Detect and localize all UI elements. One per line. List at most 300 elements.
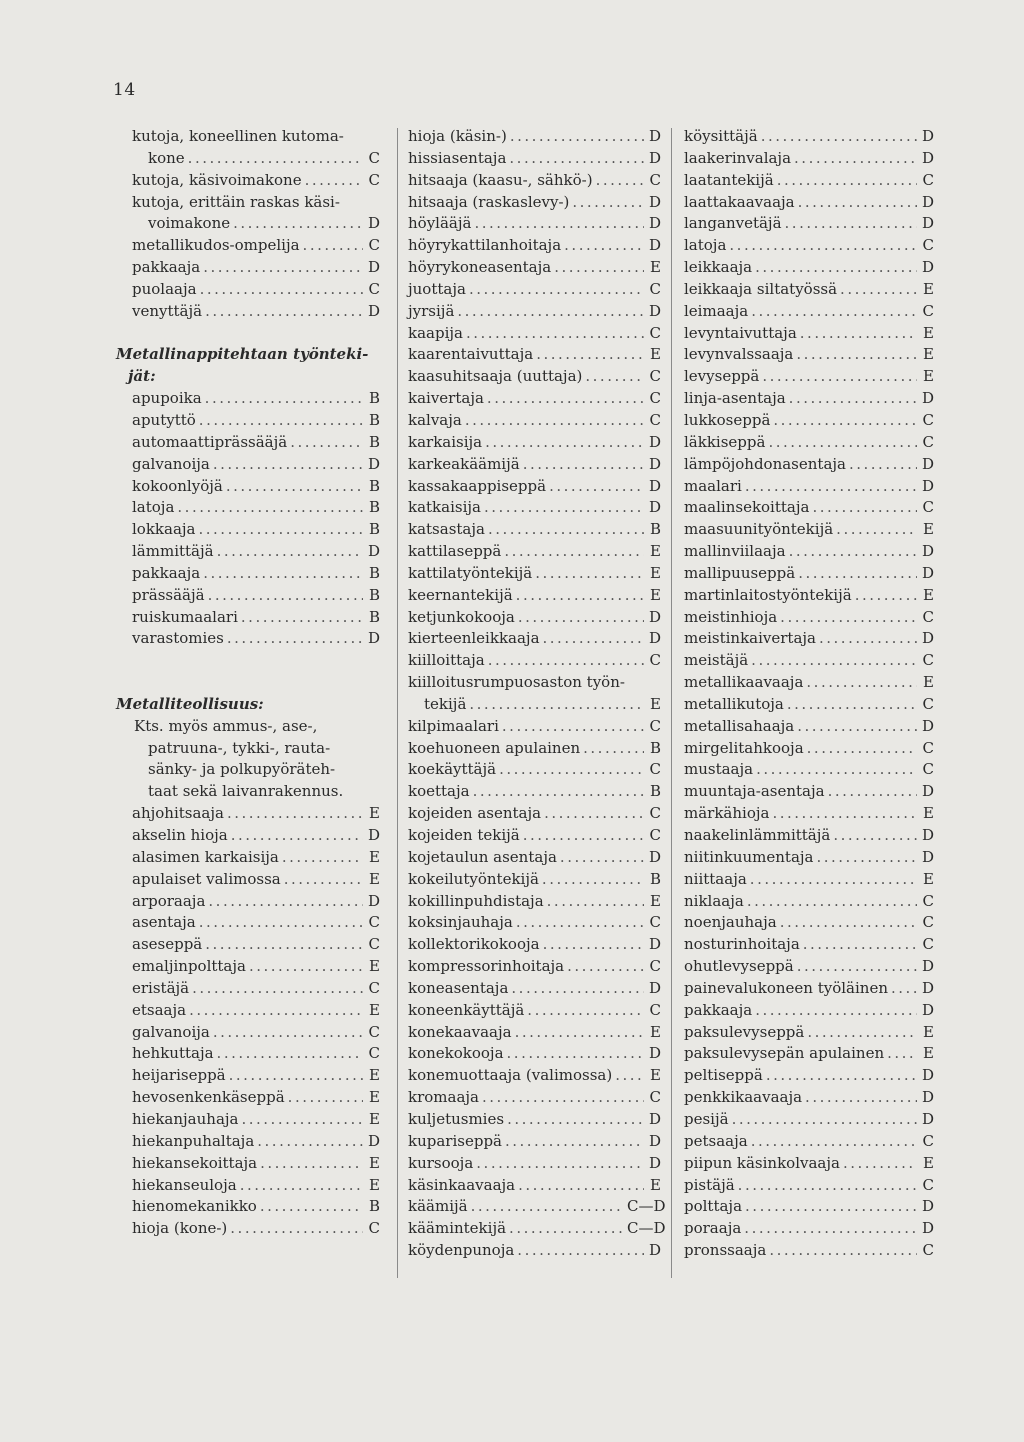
entry [684,541,934,563]
leader-dots [257,1131,363,1153]
note-line: patruuna-, tykki-, rauta- [148,738,331,757]
leader-dots [807,1022,917,1044]
entry-name: kattilatyöntekijä [408,563,533,582]
entry [132,454,380,476]
entry-name: maalari [684,476,742,495]
entry [132,803,380,825]
leader-dots [471,1196,624,1218]
entry-code: C [649,170,661,189]
leader-dots [208,585,363,607]
entry-name: poraaja [684,1219,742,1238]
entry [408,1000,661,1022]
leader-dots [768,432,917,454]
entry-code: D [921,1088,934,1107]
entry-code: E [650,1175,661,1194]
entry-code: D [921,716,934,735]
entry-name: heijariseppä [132,1066,226,1085]
leader-dots [199,912,363,934]
leader-dots [511,978,644,1000]
entry [408,1196,666,1218]
entry-code: E [923,323,934,342]
entry-code: D [648,847,661,866]
leader-dots [547,891,644,913]
leader-dots [747,891,917,913]
entry-code: D [648,454,661,473]
entry [684,410,934,432]
entry [408,1131,661,1153]
entry-code: D [921,454,934,473]
entry [684,694,934,716]
entry [408,497,661,519]
entry-name: nosturinhoitaja [684,935,800,954]
entry [408,126,661,148]
entry [684,607,934,629]
leader-dots [260,1153,363,1175]
entry-code: D [921,957,934,976]
entry [408,541,661,563]
leader-dots [484,497,644,519]
leader-dots [229,1065,363,1087]
leader-dots [769,1240,917,1262]
entry-code: C—D [627,1197,666,1216]
entry-code: B [649,520,661,539]
column-3 [684,126,934,1262]
entry [684,257,934,279]
leader-dots [199,519,364,541]
entry-code: D [921,1109,934,1128]
entry-code: B [368,498,380,517]
entry-code: B [368,432,380,451]
entry-name: venyttäjä [132,301,203,320]
entry [408,1065,661,1087]
entry [132,148,380,170]
entry-name: koneasentaja [408,978,509,997]
leader-dots [230,1218,363,1240]
entry-name: leikkaaja siltatyössä [684,279,838,298]
leader-dots [732,1109,917,1131]
entry-name: hioja (kone-) [132,1219,228,1238]
entry [132,563,380,585]
entry-code: C [922,935,934,954]
entry-code: C [922,1241,934,1260]
entry-code: D [367,826,380,844]
entry-code: C [368,1044,380,1063]
entry-name: pistäjä [684,1175,735,1194]
entry-name: tekijä [424,694,467,713]
leader-dots [482,1087,644,1109]
entry [132,1022,380,1044]
leader-dots [762,366,917,388]
entry [408,585,661,607]
entry [684,912,934,934]
entry-code: B [649,782,661,801]
entry-name: koksinjauhaja [408,913,513,932]
entry-name: eristäjä [132,978,190,997]
entry-name: pakkaaja [132,563,201,582]
entry-name: mustaaja [684,760,754,779]
leader-dots [744,1218,917,1240]
leader-dots [803,934,917,956]
entry-code: E [923,279,934,298]
leader-dots [205,301,363,323]
entry [132,1131,380,1153]
entry-name: koekäyttäjä [408,760,497,779]
leader-dots [596,170,644,192]
entry-name: hitsaaja (raskaslevy-) [408,192,570,211]
entry-name: höyrykoneasentaja [408,258,552,277]
leader-dots [177,497,363,519]
entry-name: apulaiset valimossa [132,869,281,888]
entry [684,148,934,170]
entry-code: D [921,192,934,211]
leader-dots [796,344,917,366]
entry-code: C [368,1022,380,1041]
section-heading: Metallinappitehtaan työnteki- [116,345,369,364]
entry-name: kromaaja [408,1088,479,1107]
entry-name: petsaaja [684,1131,748,1150]
entry [408,607,661,629]
entry-name: koehuoneen apulainen [408,738,581,757]
note-line: Kts. myös ammus-, ase-, [134,716,318,735]
entry-name: galvanoija [132,454,210,473]
entry-code: E [650,585,661,604]
entry-name: kojetaulun asentaja [408,847,557,866]
entry-code: C [649,760,661,779]
column-2 [408,126,666,1262]
leader-dots [535,563,644,585]
entry-name: kone [148,148,185,167]
leader-dots [564,235,644,257]
entry-code: C [922,891,934,910]
entry [684,563,934,585]
entry [684,279,934,301]
entry-code: E [923,1044,934,1063]
entry-code: D [648,1109,661,1128]
entry-code: E [369,1066,380,1085]
entry [132,891,380,913]
entry-name: laakerinvalaja [684,148,792,167]
entry-code: D [921,542,934,561]
entry [132,279,380,301]
entry [408,1043,661,1065]
entry [132,585,380,607]
entry-code: D [921,389,934,408]
entry [132,432,380,454]
leader-dots [205,934,363,956]
entry-code: D [648,1153,661,1172]
entry-name: akselin hioja [132,826,228,844]
entry [684,738,934,760]
entry [132,628,380,650]
leader-dots [469,694,644,716]
entry-code: C [649,367,661,386]
entry [408,1087,661,1109]
entry-name: käämintekijä [408,1219,507,1238]
entry [684,847,934,869]
entry [408,847,661,869]
entry-name: pesijä [684,1109,729,1128]
entry-code: E [650,542,661,561]
entry-code: E [369,847,380,866]
entry-name: laattakaavaaja [684,192,795,211]
entry-name: kuljetusmies [408,1109,505,1128]
entry-code: D [921,563,934,582]
entry-name: konekokooja [408,1044,504,1063]
leader-dots [241,607,363,629]
leader-dots [572,192,644,214]
entry-code: E [650,891,661,910]
entry-code: D [367,891,380,910]
entry-name: lukkoseppä [684,410,771,429]
leader-dots [755,257,917,279]
leader-dots [773,410,917,432]
entry-code: D [367,629,380,648]
entry-name: maalinsekoittaja [684,498,810,517]
entry-name: kilpimaalari [408,716,499,735]
entry [132,213,380,235]
leader-dots [887,1043,917,1065]
entry [408,781,661,803]
entry-name: pakkaaja [132,258,201,277]
entry-name: asentaja [132,913,196,932]
entry [684,1153,934,1175]
entry-code: E [923,520,934,539]
entry-code: C [922,913,934,932]
leader-dots [756,759,917,781]
entry [132,235,380,257]
leader-dots [751,650,917,672]
entry-name: kaarentaivuttaja [408,345,534,364]
entry-code: E [650,1022,661,1041]
leader-dots [523,454,644,476]
entry-code: C [649,957,661,976]
leader-dots [474,213,644,235]
entry-code: D [367,258,380,277]
entry-name: köysittäjä [684,127,758,145]
entry [408,279,661,301]
entry [684,759,934,781]
entry-name: levynvalssaaja [684,345,794,364]
entry [684,126,934,148]
entry-code: D [648,1241,661,1260]
entry-name: kollektorikokooja [408,935,540,954]
entry-code: C [922,1175,934,1194]
entry-code: E [369,1153,380,1172]
leader-dots [188,148,363,170]
entry-name: kokeilutyöntekijä [408,869,539,888]
entry [408,891,661,913]
entry-code: D [921,258,934,277]
entry-code: E [369,957,380,976]
entry-code: E [923,804,934,823]
leader-dots [544,803,644,825]
entry-name: linja-asentaja [684,389,786,408]
entry-name: kattilaseppä [408,542,502,561]
entry-name: emaljinpolttaja [132,957,246,976]
leader-dots [465,410,644,432]
entry-name: läkkiseppä [684,432,766,451]
leader-dots [828,781,917,803]
entry [408,912,661,934]
entry-name: kaapija [408,323,463,342]
entry-name: mallinviilaaja [684,542,786,561]
entry-name: pakkaaja [684,1000,753,1019]
leader-dots [510,126,644,148]
entry-name: hienomekanikko [132,1197,257,1216]
entry [684,891,934,913]
entry-name: puolaaja [132,279,197,298]
entry-code: D [367,214,380,233]
entry [132,1175,380,1197]
entry-code: D [921,1219,934,1238]
leader-dots [797,956,917,978]
entry [132,934,380,956]
entry-name: kompressorinhoitaja [408,957,565,976]
entry-code: C [922,301,934,320]
entry-code: C [649,651,661,670]
entry [684,519,934,541]
entry-name: höyrykattilanhoitaja [408,236,562,255]
leader-dots [554,257,644,279]
entry-code: D [648,935,661,954]
entry-name: varastomies [132,629,224,648]
leader-dots [200,279,363,301]
entry [684,869,934,891]
entry-code: D [921,629,934,648]
entry-code: C [368,148,380,167]
entry-name: penkkikaavaaja [684,1088,803,1107]
entry-name: kiilloittaja [408,651,485,670]
entry-name: niitinkuumentaja [684,847,814,866]
leader-dots [755,1000,917,1022]
entry-name: metallikudos-ompelija [132,236,300,255]
entry [408,519,661,541]
entry-code: D [648,1044,661,1063]
leader-dots [840,279,917,301]
leader-dots [766,1065,917,1087]
entry-list [132,388,380,650]
entry [132,170,380,192]
entry [408,694,661,716]
entry [408,432,661,454]
leader-dots [303,235,363,257]
entry-name: metallikaavaaja [684,673,804,692]
entry [684,1175,934,1197]
leader-dots [288,1087,363,1109]
entry [684,454,934,476]
entry-name: leikkaaja [684,258,753,277]
entry-name: aputyttö [132,410,196,429]
entry-code: C [649,1000,661,1019]
entry [408,323,661,345]
leader-dots [560,847,644,869]
leader-dots [203,257,363,279]
entry [684,301,934,323]
leader-dots [789,541,917,563]
entry-code: D [648,432,661,451]
entry [684,1087,934,1109]
leader-dots [772,803,917,825]
entry-code: D [921,214,934,233]
entry-name: karkeakäämijä [408,454,520,473]
entry [408,978,661,1000]
entry-code: D [648,1131,661,1150]
entry-name: muuntaja-asentaja [684,782,825,801]
leader-dots [891,978,917,1000]
entry-code: D [921,1197,934,1216]
entry [684,1000,934,1022]
entry-code: D [648,236,661,255]
leader-dots [567,956,644,978]
leader-dots [523,825,644,847]
entry-code: C [922,1131,934,1150]
entry [408,716,661,738]
entry-name: hiekanseuloja [132,1175,237,1194]
entry [408,1109,661,1131]
entry-name: kaivertaja [408,389,484,408]
leader-dots [502,716,644,738]
entry-name: katsastaja [408,520,485,539]
entry-code: C [649,279,661,298]
entry-name: metallisahaaja [684,716,795,735]
entry-name: naakelinlämmittäjä [684,826,831,844]
entry-code: E [923,869,934,888]
leader-dots [787,694,917,716]
entry-code: C [922,170,934,189]
entry [408,366,661,388]
entry-code: D [367,542,380,561]
entry-code: C [922,607,934,626]
section-heading: jät: [128,367,156,386]
leader-dots [227,803,363,825]
entry-code: C [922,498,934,517]
entry-name: noenjauhaja [684,913,777,932]
entry-name: kupariseppä [408,1131,502,1150]
entry-code: D [648,476,661,495]
entry [132,1000,380,1022]
entry [684,497,934,519]
entry [408,388,661,410]
entry [684,432,934,454]
entry [408,1022,661,1044]
entry [132,410,380,432]
entry [408,476,661,498]
entry-name: lämmittäjä [132,542,214,561]
entry-code: E [369,1175,380,1194]
leader-dots [805,1087,917,1109]
entry-name: jyrsijä [408,301,455,320]
entry-code: E [923,1022,934,1041]
entry-name: maasuunityöntekijä [684,520,834,539]
entry-code: E [369,869,380,888]
entry-name: kojeiden asentaja [408,804,542,823]
leader-dots [260,1196,363,1218]
entry-code: E [923,1153,934,1172]
entry [408,235,661,257]
entry-code: C [649,913,661,932]
leader-dots [518,607,644,629]
entry-code: B [368,607,380,626]
entry [132,257,380,279]
entry-name: hehkuttaja [132,1044,214,1063]
entry [684,1109,934,1131]
entry-code: E [369,1109,380,1128]
leader-dots [751,1131,917,1153]
entry [684,388,934,410]
entry [684,585,934,607]
entry [408,956,661,978]
entry [132,869,380,891]
